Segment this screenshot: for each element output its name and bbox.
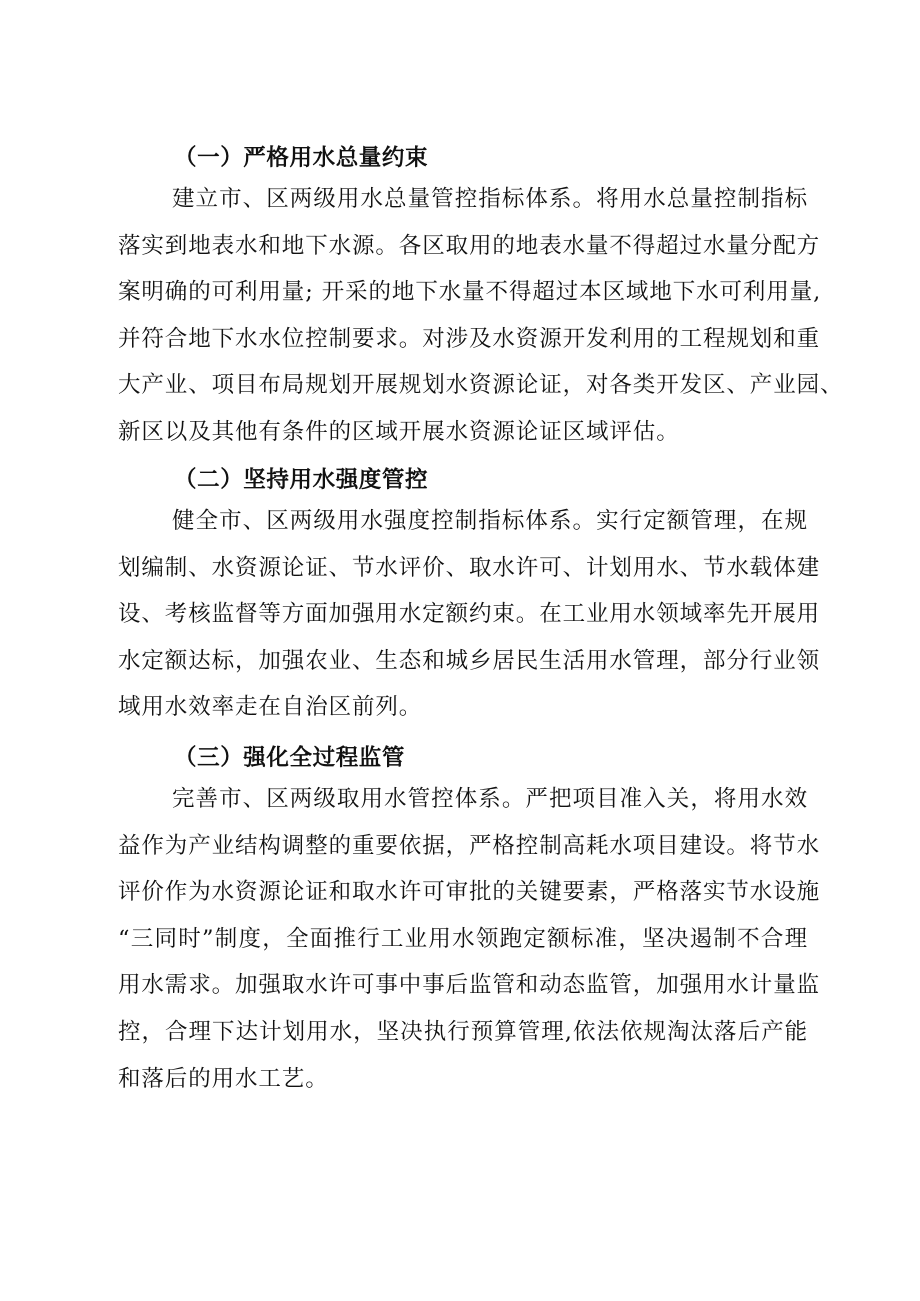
paragraph-line: 控，合理下达计划用水，坚决执行预算管理,依法依规淘汰落后产能	[118, 1018, 808, 1045]
paragraph-line: 落实到地表水和地下水源。各区取用的地表水量不得超过水量分配方	[118, 232, 821, 259]
section-body-2	[118, 498, 821, 731]
paragraph-line: 健全市、区两级用水强度控制指标体系。实行定额管理，在规	[172, 508, 808, 534]
paragraph-line: 用水需求。加强取水许可事中事后监管和动态监管，加强用水计量监	[118, 972, 821, 999]
paragraph-line: 完善市、区两级取用水管控体系。严把项目准入关，将用水效	[172, 786, 808, 812]
section-heading-2: （二）坚持用水强度管控	[174, 467, 429, 493]
paragraph-line: 评价作为水资源论证和取水许可审批的关键要素，严格落实节水设施	[118, 879, 821, 906]
paragraph-line: 并符合地下水水位控制要求。对涉及水资源开发利用的工程规划和重	[118, 325, 821, 352]
paragraph-line: 域用水效率走在自治区前列。	[118, 694, 423, 721]
section-heading-3: （三）强化全过程监管	[174, 745, 406, 771]
paragraph-line: “三同时”制度，全面推行工业用水领跑定额标准，坚决遏制不合理	[118, 925, 808, 952]
section-heading-1: （一）严格用水总量约束	[174, 145, 429, 171]
section-body-1	[118, 176, 844, 456]
paragraph-line: 新区以及其他有条件的区域开展水资源论证区域评估。	[118, 418, 680, 445]
paragraph-line: 设、考核监督等方面加强用水定额约束。在工业用水领域率先开展用	[118, 601, 821, 628]
section-body-3	[118, 776, 821, 1102]
paragraph-line: 划编制、水资源论证、节水评价、取水许可、计划用水、节水载体建	[118, 554, 821, 581]
paragraph-line: 水定额达标，加强农业、生态和城乡居民生活用水管理，部分行业领	[118, 647, 821, 674]
paragraph-line: 大产业、项目布局规划开展规划水资源论证，对各类开发区、产业园、	[118, 372, 844, 399]
paragraph-line: 案明确的可利用量; 开采的地下水量不得超过本区域地下水可利用量,	[118, 279, 822, 306]
paragraph-line: 和落后的用水工艺。	[118, 1065, 329, 1092]
paragraph-line: 建立市、区两级用水总量管控指标体系。将用水总量控制指标	[172, 186, 808, 212]
paragraph-line: 益作为产业结构调整的重要依据，严格控制高耗水项目建设。将节水	[118, 832, 821, 859]
